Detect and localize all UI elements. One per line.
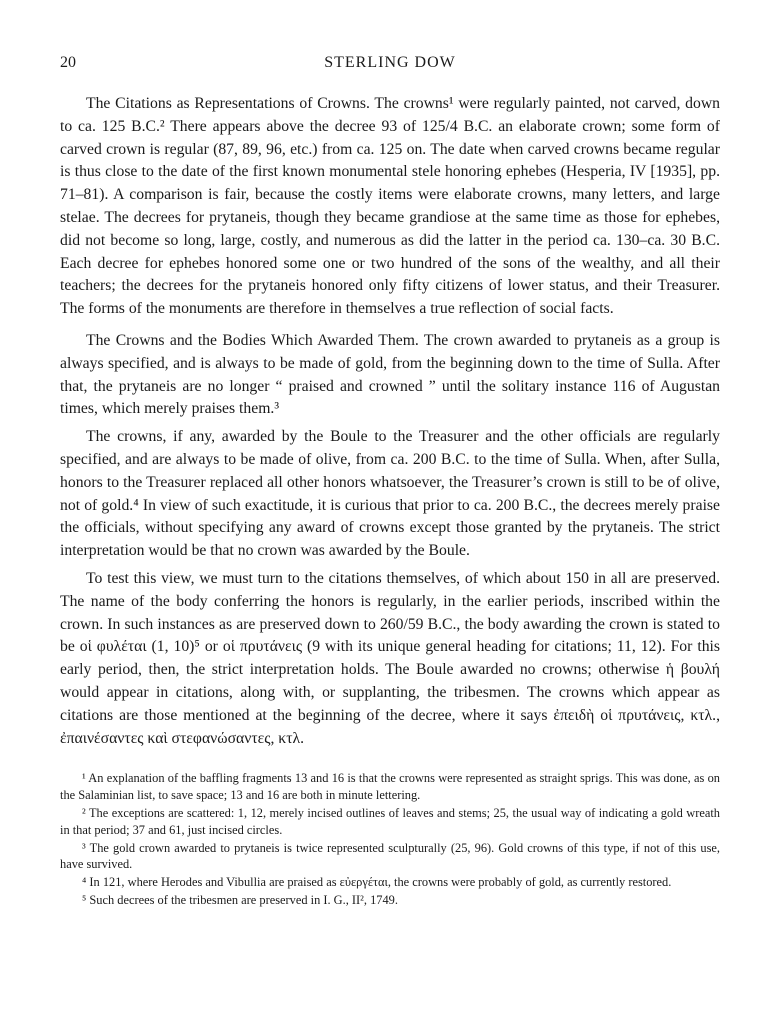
paragraph-test-this-view: To test this view, we must turn to the citations themselves, of which about 150 in all are preserved. The name of the body conferring the honors is regularly, in the earlier periods, inscribed within the crown. In such instances as are preserved down to 260/59 B.C., the body awarding the crown is stated to be οἱ φυλέται (1, 10)⁵ or οἱ πρυτάνεις (9 with its unique general heading for citations; 11, 12). For this early period, then, the strict interpretation holds. The Boule awarded no crowns; otherwise ἡ βουλή would appear in citations, along with, or supplanting, the tribesmen. The crowns which appear as citations are those mentioned at the beginning of the decree, where it says ἐπειδὴ οἱ πρυτάνεις, κτλ., ἐπαινέσαντες καὶ στεφανώσαντες, κτλ. — [60, 569, 720, 747]
paragraph-citations-as-crowns: The Citations as Representations of Crowns. The crowns¹ were regularly painted, not carved, down to ca. 125 B.C.² There appears above the decree 93 of 125/4 B.C. an elaborate crown; some form of carved crown is regular (87, 89, 96, etc.) from ca. 125 on. The date when carved crowns became regular is thus close to the date of the first known monumental stele honoring ephebes (Hesperia, IV [1935], pp. 71–81). A comparison is fair, because the costly items were elaborate crowns, many letters, and large stelae. The decrees for prytaneis, though they became grandiose at the same time as those for ephebes, did not become so long, large, costly, and numerous as did the latter in the period ca. 130–ca. 30 B.C. Each decree for ephebes honored some one or two hundred of the sons of the wealthy, and all their teachers; the decrees for the prytaneis honored only fifty citizens of lower status, and their Treasurer. The forms of the monuments are therefore in themselves a true reflection of social facts. — [60, 95, 720, 318]
footnotes — [60, 770, 720, 908]
footnote-5: ⁵ Such decrees of the tribesmen are preserved in I. G., II², 1749. — [82, 892, 398, 907]
paragraph-crowns-and-bodies: The Crowns and the Bodies Which Awarded Them. The crown awarded to prytaneis as a group is always specified, and is always to be made of gold, from the beginning down to the time of Sulla. After that, the prytaneis are no longer “ praised and crowned ” until the solitary instance 116 of Augustan times, which merely praises them.³ — [60, 331, 720, 418]
page — [60, 54, 720, 910]
footnote-4: ⁴ In 121, where Herodes and Vibullia are praised as εὐεργέται, the crowns were probably of gold, as currently restored. — [82, 875, 672, 890]
page-number: 20 — [60, 54, 76, 71]
footnote-2: ² The exceptions are scattered: 1, 12, merely incised outlines of leaves and stems; 25, the usual way of indicating a gold wreath in that period; 37 and 61, just incised circles. — [60, 805, 720, 837]
footnote-3: ³ The gold crown awarded to prytaneis is twice represented sculpturally (25, 96). Gold crowns of this type, if not of this use, have survived. — [60, 840, 720, 872]
running-head — [60, 54, 720, 78]
footnote-1: ¹ An explanation of the baffling fragments 13 and 16 is that the crowns were represented as straight sprigs. This was done, as on the Salaminian list, to save space; 13 and 16 are both in minute lettering. — [60, 771, 720, 803]
paragraph-treasurer-crowns: The crowns, if any, awarded by the Boule to the Treasurer and the other officials are regularly specified, and are always to be made of olive, from ca. 200 B.C. to the time of Sulla. When, after Sulla, honors to the Treasurer replaced all other honors whatsoever, the Treasurer’s crown is still to be of olive, not of gold.⁴ In view of such exactitude, it is curious that prior to ca. 200 B.C., the decrees merely praise the officials, without specifying any award of crowns except those granted by the prytaneis. The strict interpretation would be that no crown was awarded by the Boule. — [60, 428, 720, 560]
running-title: STERLING DOW — [324, 54, 456, 71]
